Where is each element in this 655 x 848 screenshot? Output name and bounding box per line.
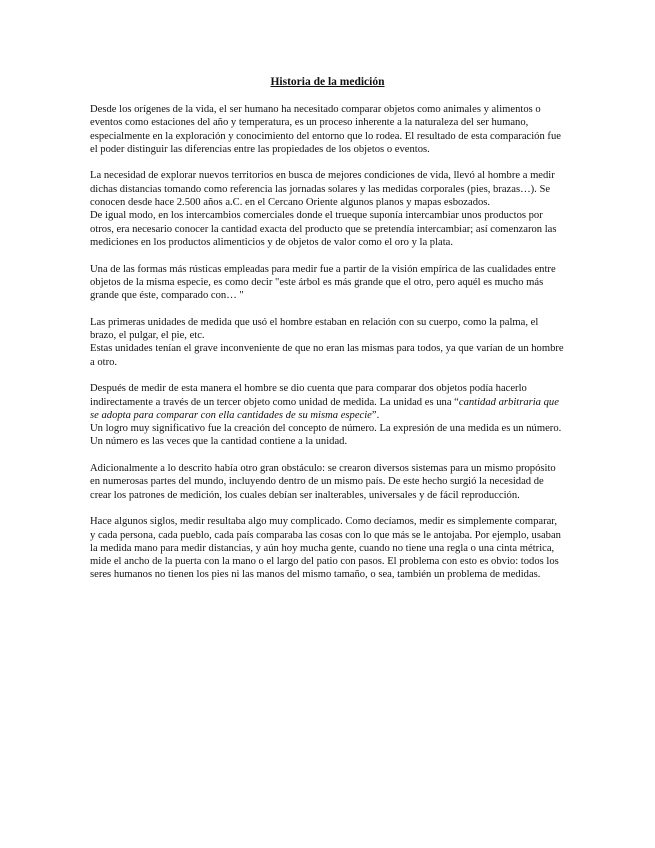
paragraph-spacer: [90, 302, 564, 315]
paragraph-spacer: [90, 369, 564, 382]
paragraph: Las primeras unidades de medida que usó el hombre estaban en relación con su cuerpo, como la palma, el brazo, el pulgar, el pie, etc.: [90, 316, 539, 342]
paragraph: Estas unidades tenían el grave inconveniente de que no eran las mismas para todos, ya que varían de un hombre a otro.: [90, 343, 564, 368]
paragraph: La necesidad de explorar nuevos territorios en busca de mejores condiciones de vida, llevó al hombre a medir dichas distancias tomando como referencia las jornadas solares y las medidas corporales (pies, brazas…). Se conocen desde hace 2.500 años a.C. en el Cercano Oriente algunos planos y mapas esbozados.: [90, 170, 555, 209]
paragraph-spacer: [90, 502, 564, 515]
document-body: [90, 103, 564, 582]
paragraph: Hace algunos siglos, medir resultaba algo muy complicado. Como decíamos, medir es simplemente comparar, y cada persona, cada pueblo, cada país comparaba las cosas con lo que más se le antojaba. Por ejemplo, usaban la medida mano para medir distancias, y aún hoy mucha gente, cuando no tiene una regla o una cinta métrica, mide el ancho de la puerta con la mano o el largo del patio con pasos. El problema con esto es obvio: todos los seres humanos no tienen los pies ni las manos del mismo tamaño, o sea, también un problema de medidas.: [90, 516, 561, 581]
italic-definition: cantidad arbitraria que se adopta para comparar con ella cantidades de su misma especie: [90, 396, 559, 421]
paragraph: Adicionalmente a lo descrito había otro gran obstáculo: se crearon diversos sistemas para un mismo propósito en numerosas partes del mundo, incluyendo dentro de un mismo país. De este hecho surgió la necesidad de crear los patrones de medición, los cuales debían ser inalterables, universales y de fácil reproducción.: [90, 463, 556, 501]
paragraph-text: Después de medir de esta manera el hombre se dio cuenta que para comparar dos objetos podía hacerlo indirectamente a través de un tercer objeto como unidad de medida. La unidad es una “: [90, 383, 527, 408]
paragraph-text: ”.: [371, 409, 380, 421]
paragraph-unit-definition: [90, 382, 564, 422]
paragraph: Una de las formas más rústicas empleadas para medir fue a partir de la visión empírica de las cualidades entre objetos de la misma especie, es como decir "este árbol es más grande que el otro, pero aquél es mucho más grande que éste, comparado con… ": [90, 263, 556, 302]
paragraph-spacer: [90, 249, 564, 262]
paragraph-spacer: [90, 449, 564, 462]
paragraph-spacer: [90, 156, 564, 169]
document-title: Historia de la medición: [270, 76, 385, 88]
paragraph: Un logro muy significativo fue la creación del concepto de número. La expresión de una medida es un número. Un número es las veces que la cantidad contiene a la unidad.: [90, 423, 562, 448]
paragraph: De igual modo, en los intercambios comerciales donde el trueque suponía intercambiar unos productos por otros, era necesario conocer la cantidad exacta del producto que se pretendía intercambiar; así comenzaron las mediciones en los productos alimenticios y de objetos de valor como el oro y la plata.: [90, 210, 557, 248]
paragraph: Desde los orígenes de la vida, el ser humano ha necesitado comparar objetos como animales y alimentos o eventos como estaciones del año y temperatura, es un proceso inherente a la naturaleza del ser humano, especialmente en la exploración y conocimiento del entorno que lo rodea. El resultado de esta comparación fue el poder distinguir las diferencias entre las propiedades de los objetos o eventos.: [90, 104, 561, 155]
